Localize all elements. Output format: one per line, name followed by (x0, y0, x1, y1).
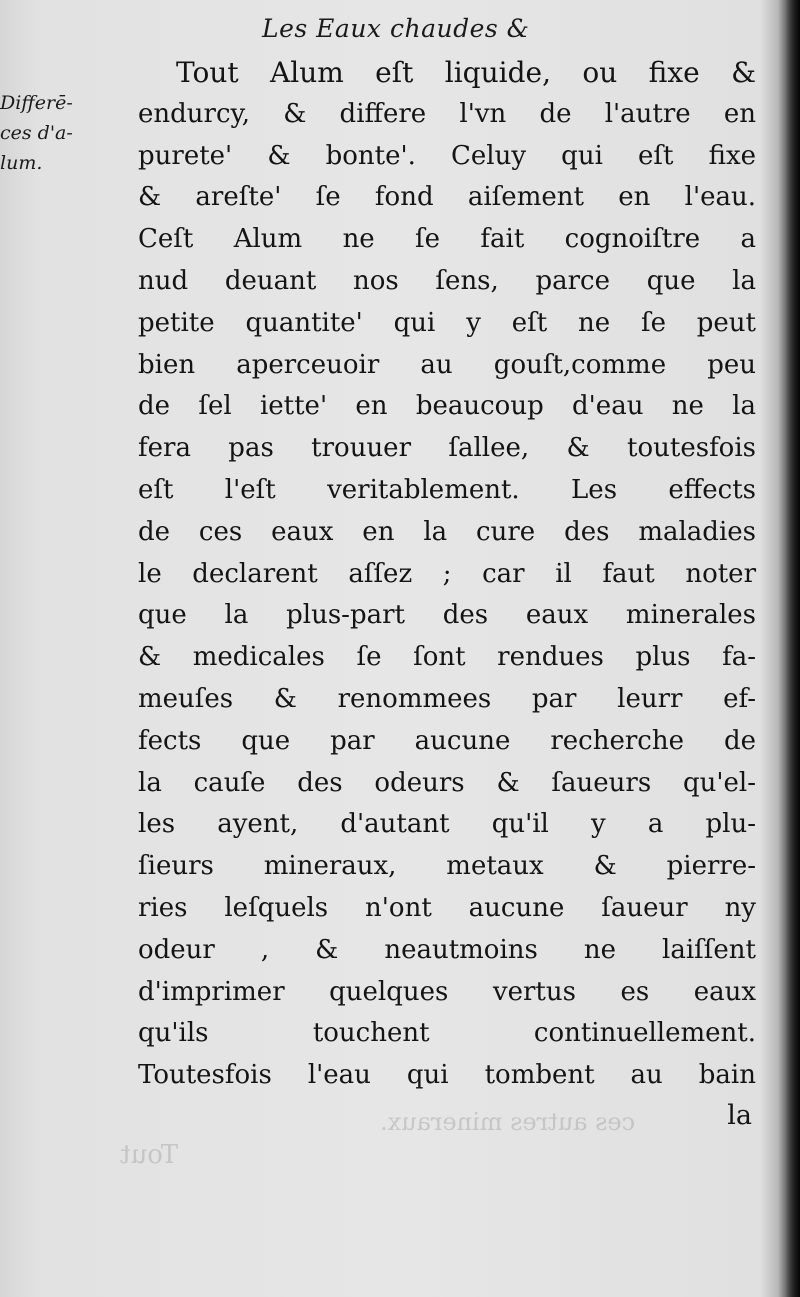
text-line: de ſel iette' en beaucoup d'eau ne la (138, 391, 756, 422)
text-line: purete' & bonte'. Celuy qui eſt fixe (138, 140, 756, 171)
text-line: & areſte' ſe fond aiſement en l'eau. (138, 182, 756, 213)
bleed-through-text: ces autres mineraux. (380, 1108, 636, 1136)
text-line: de ces eaux en la cure des maladies (138, 516, 756, 547)
text-line: nud deuant nos ſens, parce que la (138, 265, 756, 296)
text-line: les ayent, d'autant qu'il y a plu- (138, 809, 756, 840)
margin-note-line: lum. (0, 152, 43, 174)
text-line: petite quantite' qui y eſt ne ſe peut (138, 307, 756, 338)
body-text (138, 52, 756, 1097)
text-line: Tout Alum eſt liquide, ou fixe & (176, 56, 756, 89)
running-head: Les Eaux chaudes & (262, 14, 530, 43)
text-line: meuſes & renommees par leurr ef- (138, 683, 756, 714)
text-line: & medicales ſe ſont rendues plus fa- (138, 642, 756, 673)
text-line: fera pas trouuer ſallee, & toutesfois (138, 433, 756, 464)
text-line: le declarent aſſez ; car il faut noter (138, 558, 756, 589)
margin-note (0, 88, 110, 178)
text-line: Ceſt Alum ne ſe fait cognoiſtre a (138, 224, 756, 255)
text-line: eſt l'eſt veritablement. Les effects (138, 474, 756, 505)
text-line: fects que par aucune recherche de (138, 725, 756, 756)
catchword: la (727, 1100, 752, 1131)
text-line: ries leſquels n'ont aucune ſaueur ny (138, 892, 756, 923)
text-line: endurcy, & differe l'vn de l'autre en (138, 98, 756, 129)
text-line: ſieurs mineraux, metaux & pierre- (138, 851, 756, 882)
bleed-through-text: Tout (120, 1140, 179, 1170)
text-line: que la plus-part des eaux minerales (138, 600, 756, 631)
margin-note-line: ces d'a- (0, 122, 73, 144)
text-line: qu'ils touchent continuellement. (138, 1018, 756, 1049)
page-edge-shadow (778, 0, 800, 1297)
text-line: bien aperceuoir au gouſt,comme peu (138, 349, 756, 380)
margin-note-line: Differē- (0, 92, 73, 114)
text-line: odeur , & neautmoins ne laiſſent (138, 934, 756, 965)
text-line: Toutesfois l'eau qui tombent au bain (138, 1060, 756, 1091)
text-line: d'imprimer quelques vertus es eaux (138, 976, 756, 1007)
text-line: la cauſe des odeurs & ſaueurs qu'el- (138, 767, 756, 798)
